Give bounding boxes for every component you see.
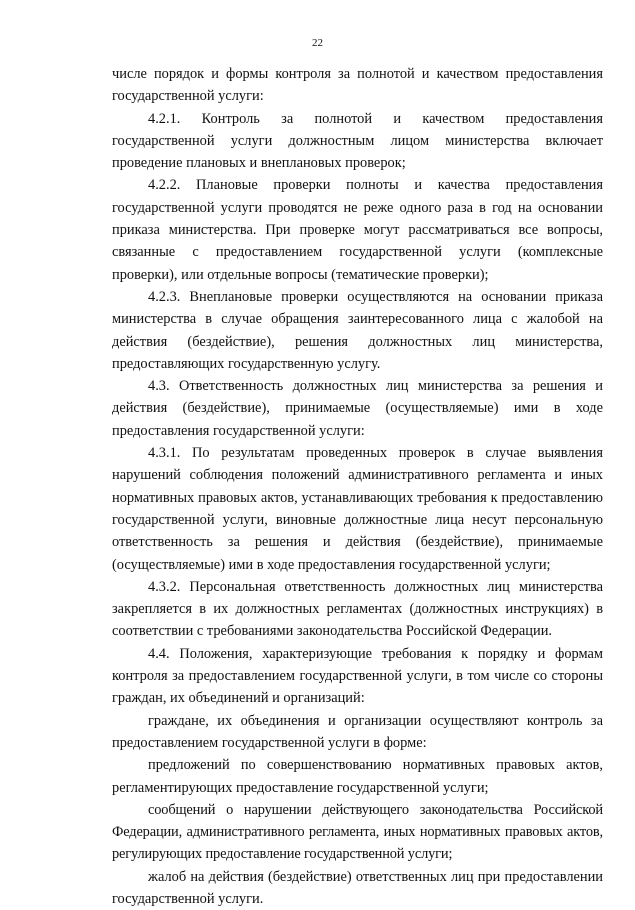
paragraph-4-2-3: 4.2.3. Внеплановые проверки осуществляются на основании приказа министерства в случае обращения заинтересованного лица с жалобой на действия (бездействие), решения должностных лиц министерства, предоставляющих государственную услугу.	[112, 288, 603, 372]
paragraph-4-3-2: 4.3.2. Персональная ответственность должностных лиц министерства закрепляется в их должностных регламентах (должностных инструкциях) в соответствии с требованиями законодательства Российской Федерации.	[112, 578, 603, 640]
paragraph-4-4: 4.4. Положения, характеризующие требования к порядку и формам контроля за предоставлением государственной услуги, в том числе со стороны граждан, их объединений и организаций:	[112, 645, 603, 707]
paragraph-complaints: жалоб на действия (бездействие) ответственных лиц при предоставлении государственной услуги.	[112, 868, 603, 907]
paragraph-4-2-2: 4.2.2. Плановые проверки полноты и качества предоставления государственной услуги проводятся не реже одного раза в год на основании приказа министерства. При проверке могут рассматриваться все вопросы, связанные с предоставлением государственной услуги (комплексные проверки), или отдельные вопросы (тематические проверки);	[112, 177, 603, 283]
paragraph-4-2-1: 4.2.1. Контроль за полнотой и качеством предоставления государственной услуги должностным лицом министерства включает проведение плановых и внеплановых проверок;	[112, 110, 603, 172]
paragraph-violation-reports: сообщений о нарушении действующего законодательства Российской Федерации, административного регламента, иных нормативных правовых актов, регулирующих предоставление государственной услуги;	[112, 801, 603, 863]
paragraph-intro-continuation: числе порядок и формы контроля за полнотой и качеством предоставления государственной услуги:	[112, 66, 603, 105]
paragraph-citizens-control: граждане, их объединения и организации осуществляют контроль за предоставлением государственной услуги в форме:	[112, 712, 603, 751]
page-number: 22	[312, 37, 323, 49]
document-body	[112, 63, 603, 910]
paragraph-4-3-1: 4.3.1. По результатам проведенных проверок в случае выявления нарушений соблюдения положений административного регламента и иных нормативных правовых актов, устанавливающих требования к предоставлению государственной услуги, виновные должностные лица несут персональную ответственность за решения и действия (бездействие), принимаемые (осуществляемые) ими в ходе предоставления государственной услуги;	[112, 445, 603, 573]
paragraph-proposals: предложений по совершенствованию нормативных правовых актов, регламентирующих предоставление государственной услуги;	[112, 757, 603, 796]
paragraph-4-3: 4.3. Ответственность должностных лиц министерства за решения и действия (бездействие), принимаемые (осуществляемые) ими в ходе предоставления государственной услуги:	[112, 378, 603, 439]
